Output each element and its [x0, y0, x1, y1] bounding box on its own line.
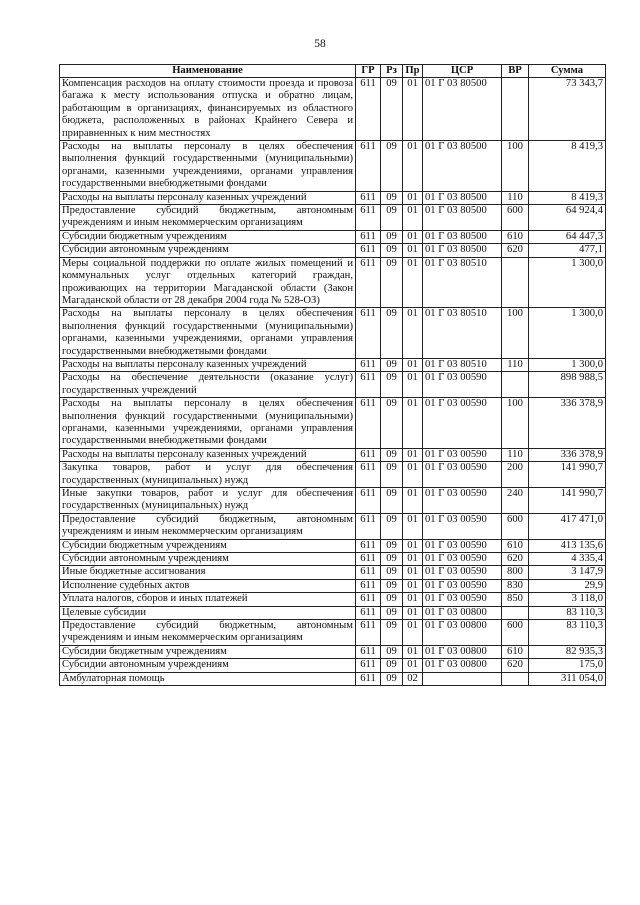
cell-name: Расходы на выплаты персоналу в целях обеспечения выполнения функций государственными (муниципальными) органами, казенными учреждениями, органами управления государственными внебюджетными фондами — [60, 141, 356, 192]
cell-csr: 01 Г 03 00590 — [423, 372, 502, 398]
cell-vr: 610 — [502, 539, 529, 552]
table-row — [60, 539, 606, 552]
cell-vr: 110 — [502, 358, 529, 371]
cell-csr: 01 Г 03 00590 — [423, 462, 502, 488]
cell-name: Иные бюджетные ассигнования — [60, 566, 356, 579]
cell-rz: 09 — [381, 620, 403, 646]
cell-pr: 02 — [403, 672, 423, 685]
cell-csr: 01 Г 03 00590 — [423, 566, 502, 579]
cell-rz: 09 — [381, 659, 403, 672]
cell-gr: 611 — [356, 462, 381, 488]
cell-vr: 100 — [502, 141, 529, 192]
cell-vr: 830 — [502, 579, 529, 592]
cell-vr: 100 — [502, 398, 529, 449]
cell-vr: 240 — [502, 488, 529, 514]
cell-gr: 611 — [356, 513, 381, 539]
table-header-row — [60, 65, 606, 78]
cell-pr: 01 — [403, 308, 423, 359]
cell-pr: 01 — [403, 606, 423, 619]
cell-csr: 01 Г 03 80500 — [423, 205, 502, 231]
column-header-pr: Пр — [403, 65, 423, 78]
cell-vr: 600 — [502, 620, 529, 646]
column-header-sum: Сумма — [529, 65, 606, 78]
cell-csr: 01 Г 03 00590 — [423, 448, 502, 461]
table-row — [60, 672, 606, 685]
cell-csr: 01 Г 03 00590 — [423, 593, 502, 606]
cell-csr: 01 Г 03 00800 — [423, 620, 502, 646]
cell-rz: 09 — [381, 672, 403, 685]
cell-name: Субсидии автономным учреждениям — [60, 553, 356, 566]
cell-rz: 09 — [381, 553, 403, 566]
cell-sum: 83 110,3 — [529, 606, 606, 619]
cell-gr: 611 — [356, 398, 381, 449]
column-header-name: Наименование — [60, 65, 356, 78]
cell-csr: 01 Г 03 80510 — [423, 257, 502, 308]
cell-sum: 64 447,3 — [529, 230, 606, 243]
cell-name: Компенсация расходов на оплату стоимости проезда и провоза багажа к месту использования отпуска и обратно лицам, работающим в организациях, финансируемых из областного бюджета, расположенных в районах Крайнего Севера и приравненных к ним местностях — [60, 78, 356, 141]
cell-gr: 611 — [356, 244, 381, 257]
cell-pr: 01 — [403, 372, 423, 398]
cell-csr: 01 Г 03 00590 — [423, 513, 502, 539]
table-row — [60, 513, 606, 539]
cell-sum: 83 110,3 — [529, 620, 606, 646]
cell-gr: 611 — [356, 191, 381, 204]
cell-pr: 01 — [403, 358, 423, 371]
cell-pr: 01 — [403, 448, 423, 461]
cell-name: Расходы на выплаты персоналу казенных учреждений — [60, 358, 356, 371]
cell-rz: 09 — [381, 579, 403, 592]
cell-pr: 01 — [403, 645, 423, 658]
cell-name: Исполнение судебных актов — [60, 579, 356, 592]
column-header-csr: ЦСР — [423, 65, 502, 78]
cell-csr: 01 Г 03 80500 — [423, 244, 502, 257]
cell-sum: 8 419,3 — [529, 141, 606, 192]
cell-sum: 1 300,0 — [529, 308, 606, 359]
table-row — [60, 553, 606, 566]
cell-pr: 01 — [403, 593, 423, 606]
cell-csr: 01 Г 03 00590 — [423, 579, 502, 592]
table-row — [60, 244, 606, 257]
table-row — [60, 448, 606, 461]
cell-name: Расходы на выплаты персоналу казенных учреждений — [60, 191, 356, 204]
cell-vr: 800 — [502, 566, 529, 579]
cell-csr: 01 Г 03 80500 — [423, 230, 502, 243]
cell-gr: 611 — [356, 372, 381, 398]
cell-pr: 01 — [403, 191, 423, 204]
table-row — [60, 462, 606, 488]
cell-csr: 01 Г 03 80510 — [423, 308, 502, 359]
cell-vr: 110 — [502, 448, 529, 461]
cell-sum: 29,9 — [529, 579, 606, 592]
table-row — [60, 205, 606, 231]
cell-vr: 100 — [502, 308, 529, 359]
cell-sum: 336 378,9 — [529, 398, 606, 449]
table-row — [60, 257, 606, 308]
cell-vr — [502, 78, 529, 141]
cell-csr: 01 Г 03 00590 — [423, 539, 502, 552]
table-row — [60, 398, 606, 449]
table-row — [60, 358, 606, 371]
cell-pr: 01 — [403, 620, 423, 646]
cell-rz: 09 — [381, 372, 403, 398]
cell-vr — [502, 672, 529, 685]
cell-name: Иные закупки товаров, работ и услуг для обеспечения государственных (муниципальных) нужд — [60, 488, 356, 514]
table-row — [60, 230, 606, 243]
cell-rz: 09 — [381, 539, 403, 552]
table-row — [60, 141, 606, 192]
cell-csr — [423, 672, 502, 685]
cell-rz: 09 — [381, 244, 403, 257]
cell-gr: 611 — [356, 141, 381, 192]
cell-rz: 09 — [381, 593, 403, 606]
cell-rz: 09 — [381, 398, 403, 449]
cell-csr: 01 Г 03 00800 — [423, 659, 502, 672]
cell-gr: 611 — [356, 593, 381, 606]
cell-pr: 01 — [403, 244, 423, 257]
cell-csr: 01 Г 03 80500 — [423, 78, 502, 141]
table-row — [60, 579, 606, 592]
cell-pr: 01 — [403, 257, 423, 308]
cell-rz: 09 — [381, 205, 403, 231]
cell-vr: 610 — [502, 230, 529, 243]
cell-gr: 611 — [356, 78, 381, 141]
cell-sum: 82 935,3 — [529, 645, 606, 658]
cell-csr: 01 Г 03 00800 — [423, 645, 502, 658]
cell-name: Предоставление субсидий бюджетным, автономным учреждениям и иным некоммерческим организациям — [60, 205, 356, 231]
cell-vr: 200 — [502, 462, 529, 488]
cell-name: Субсидии бюджетным учреждениям — [60, 645, 356, 658]
cell-name: Субсидии бюджетным учреждениям — [60, 539, 356, 552]
cell-vr: 850 — [502, 593, 529, 606]
cell-vr: 620 — [502, 659, 529, 672]
cell-sum: 8 419,3 — [529, 191, 606, 204]
cell-sum: 477,1 — [529, 244, 606, 257]
cell-rz: 09 — [381, 566, 403, 579]
cell-pr: 01 — [403, 488, 423, 514]
cell-pr: 01 — [403, 553, 423, 566]
cell-rz: 09 — [381, 78, 403, 141]
cell-gr: 611 — [356, 606, 381, 619]
table-row — [60, 645, 606, 658]
cell-rz: 09 — [381, 488, 403, 514]
cell-name: Субсидии автономным учреждениям — [60, 659, 356, 672]
cell-gr: 611 — [356, 358, 381, 371]
cell-name: Расходы на обеспечение деятельности (оказание услуг) государственных учреждений — [60, 372, 356, 398]
cell-name: Уплата налогов, сборов и иных платежей — [60, 593, 356, 606]
cell-csr: 01 Г 03 00590 — [423, 553, 502, 566]
table-row — [60, 620, 606, 646]
cell-name: Целевые субсидии — [60, 606, 356, 619]
cell-rz: 09 — [381, 141, 403, 192]
cell-pr: 01 — [403, 659, 423, 672]
cell-name: Расходы на выплаты персоналу в целях обеспечения выполнения функций государственными (муниципальными) органами, казенными учреждениями, органами управления государственными внебюджетными фондами — [60, 398, 356, 449]
budget-table — [59, 64, 606, 686]
cell-rz: 09 — [381, 308, 403, 359]
cell-vr: 600 — [502, 205, 529, 231]
cell-gr: 611 — [356, 448, 381, 461]
column-header-rz: Рз — [381, 65, 403, 78]
cell-gr: 611 — [356, 645, 381, 658]
cell-rz: 09 — [381, 513, 403, 539]
cell-sum: 141 990,7 — [529, 488, 606, 514]
table-row — [60, 593, 606, 606]
cell-sum: 311 054,0 — [529, 672, 606, 685]
cell-sum: 3 147,9 — [529, 566, 606, 579]
cell-gr: 611 — [356, 257, 381, 308]
cell-vr — [502, 257, 529, 308]
table-row — [60, 78, 606, 141]
cell-csr: 01 Г 03 00590 — [423, 398, 502, 449]
cell-gr: 611 — [356, 566, 381, 579]
cell-gr: 611 — [356, 672, 381, 685]
cell-name: Расходы на выплаты персоналу в целях обеспечения выполнения функций государственными (муниципальными) органами, казенными учреждениями, органами управления государственными внебюджетными фондами — [60, 308, 356, 359]
cell-csr: 01 Г 03 80500 — [423, 141, 502, 192]
cell-pr: 01 — [403, 230, 423, 243]
cell-vr: 600 — [502, 513, 529, 539]
cell-sum: 413 135,6 — [529, 539, 606, 552]
cell-pr: 01 — [403, 141, 423, 192]
cell-gr: 611 — [356, 308, 381, 359]
cell-sum: 336 378,9 — [529, 448, 606, 461]
cell-pr: 01 — [403, 539, 423, 552]
cell-name: Амбулаторная помощь — [60, 672, 356, 685]
cell-vr: 610 — [502, 645, 529, 658]
cell-sum: 4 335,4 — [529, 553, 606, 566]
cell-sum: 1 300,0 — [529, 257, 606, 308]
table-row — [60, 308, 606, 359]
table-row — [60, 488, 606, 514]
cell-sum: 141 990,7 — [529, 462, 606, 488]
table-row — [60, 659, 606, 672]
cell-pr: 01 — [403, 78, 423, 141]
cell-sum: 417 471,0 — [529, 513, 606, 539]
cell-sum: 3 118,0 — [529, 593, 606, 606]
cell-csr: 01 Г 03 80510 — [423, 358, 502, 371]
cell-rz: 09 — [381, 462, 403, 488]
cell-name: Расходы на выплаты персоналу казенных учреждений — [60, 448, 356, 461]
cell-vr — [502, 606, 529, 619]
cell-pr: 01 — [403, 462, 423, 488]
table-row — [60, 191, 606, 204]
cell-gr: 611 — [356, 230, 381, 243]
table-row — [60, 606, 606, 619]
cell-name: Закупка товаров, работ и услуг для обеспечения государственных (муниципальных) нужд — [60, 462, 356, 488]
column-header-gr: ГР — [356, 65, 381, 78]
cell-sum: 1 300,0 — [529, 358, 606, 371]
cell-sum: 175,0 — [529, 659, 606, 672]
cell-gr: 611 — [356, 205, 381, 231]
cell-name: Предоставление субсидий бюджетным, автономным учреждениям и иным некоммерческим организациям — [60, 513, 356, 539]
cell-csr: 01 Г 03 80500 — [423, 191, 502, 204]
cell-csr: 01 Г 03 00590 — [423, 488, 502, 514]
page-number: 58 — [314, 38, 326, 50]
cell-sum: 64 924,4 — [529, 205, 606, 231]
cell-vr: 620 — [502, 553, 529, 566]
cell-rz: 09 — [381, 191, 403, 204]
cell-pr: 01 — [403, 398, 423, 449]
cell-csr: 01 Г 03 00800 — [423, 606, 502, 619]
cell-rz: 09 — [381, 645, 403, 658]
cell-pr: 01 — [403, 513, 423, 539]
table-body — [60, 78, 606, 686]
cell-gr: 611 — [356, 620, 381, 646]
cell-rz: 09 — [381, 606, 403, 619]
cell-rz: 09 — [381, 230, 403, 243]
cell-name: Субсидии бюджетным учреждениям — [60, 230, 356, 243]
cell-gr: 611 — [356, 659, 381, 672]
cell-gr: 611 — [356, 579, 381, 592]
cell-gr: 611 — [356, 553, 381, 566]
cell-gr: 611 — [356, 488, 381, 514]
cell-name: Предоставление субсидий бюджетным, автономным учреждениям и иным некоммерческим организациям — [60, 620, 356, 646]
cell-rz: 09 — [381, 358, 403, 371]
table-row — [60, 566, 606, 579]
cell-rz: 09 — [381, 448, 403, 461]
cell-gr: 611 — [356, 539, 381, 552]
cell-vr — [502, 372, 529, 398]
cell-sum: 73 343,7 — [529, 78, 606, 141]
cell-pr: 01 — [403, 566, 423, 579]
cell-vr: 620 — [502, 244, 529, 257]
cell-pr: 01 — [403, 205, 423, 231]
column-header-vr: ВР — [502, 65, 529, 78]
cell-pr: 01 — [403, 579, 423, 592]
cell-vr: 110 — [502, 191, 529, 204]
cell-name: Меры социальной поддержки по оплате жилых помещений и коммунальных услуг отдельных категорий граждан, проживающих на территории Магаданской области (Закон Магаданской области от 28 декабря 2004 года № 528-ОЗ) — [60, 257, 356, 308]
cell-name: Субсидии автономным учреждениям — [60, 244, 356, 257]
table-row — [60, 372, 606, 398]
cell-rz: 09 — [381, 257, 403, 308]
cell-sum: 898 988,5 — [529, 372, 606, 398]
